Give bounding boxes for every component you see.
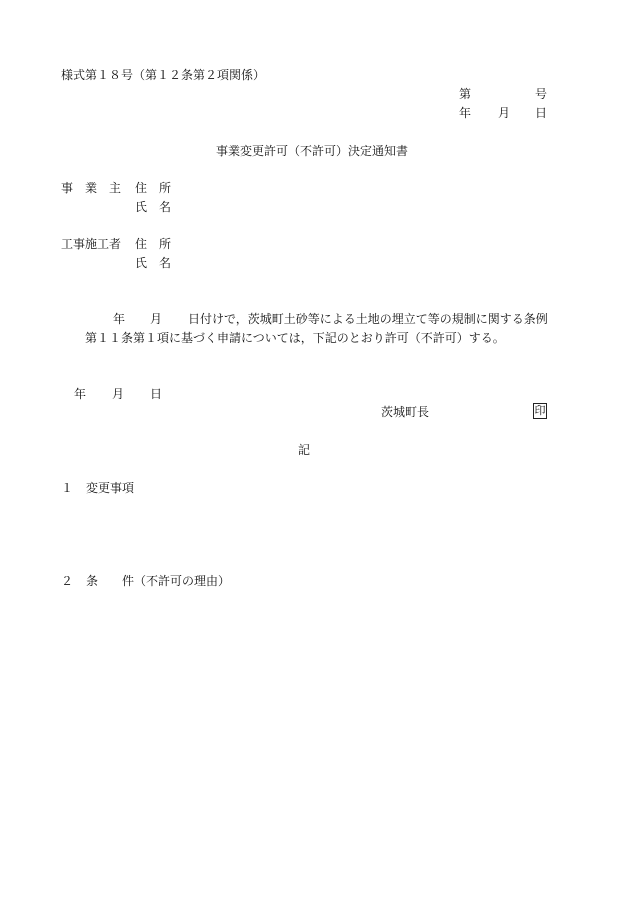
item-1-number: １ xyxy=(61,481,74,495)
body-line-2: 第１１条第１項に基づく申請については，下記のとおり許可（不許可）する。 xyxy=(85,331,505,345)
issuer-name: 茨城町長 xyxy=(381,405,430,419)
date-year-label: 年 xyxy=(459,106,472,120)
body-month-label: 月 xyxy=(150,312,163,326)
item-1-label: 変更事項 xyxy=(86,481,135,495)
contractor-label: 工事施工者 xyxy=(61,237,122,251)
body-line-1: 日付けで，茨城町土砂等による土地の埋立て等の規制に関する条例 xyxy=(188,312,548,326)
doc-number-suffix: 号 xyxy=(535,87,548,101)
item-2-number: ２ xyxy=(61,574,74,588)
issue-year-label: 年 xyxy=(74,387,87,401)
form-number: 様式第１８号（第１２条第２項関係） xyxy=(61,68,266,82)
doc-number-prefix: 第 xyxy=(459,87,472,101)
date-day-label: 日 xyxy=(535,106,548,120)
business-owner-address-label: 住 所 xyxy=(135,181,172,195)
document-title: 事業変更許可（不許可）決定通知書 xyxy=(216,144,409,158)
ki-heading: 記 xyxy=(298,443,311,457)
business-owner-label: 事 業 主 xyxy=(61,181,122,195)
contractor-address-label: 住 所 xyxy=(135,237,172,251)
business-owner-name-label: 氏 名 xyxy=(135,200,172,214)
seal-mark: 印 xyxy=(534,404,546,417)
body-year-label: 年 xyxy=(113,312,126,326)
item-2-label: 条 件（不許可の理由） xyxy=(86,574,231,588)
contractor-name-label: 氏 名 xyxy=(135,256,172,270)
date-month-label: 月 xyxy=(498,106,511,120)
issue-month-label: 月 xyxy=(112,387,125,401)
issue-day-label: 日 xyxy=(150,387,163,401)
